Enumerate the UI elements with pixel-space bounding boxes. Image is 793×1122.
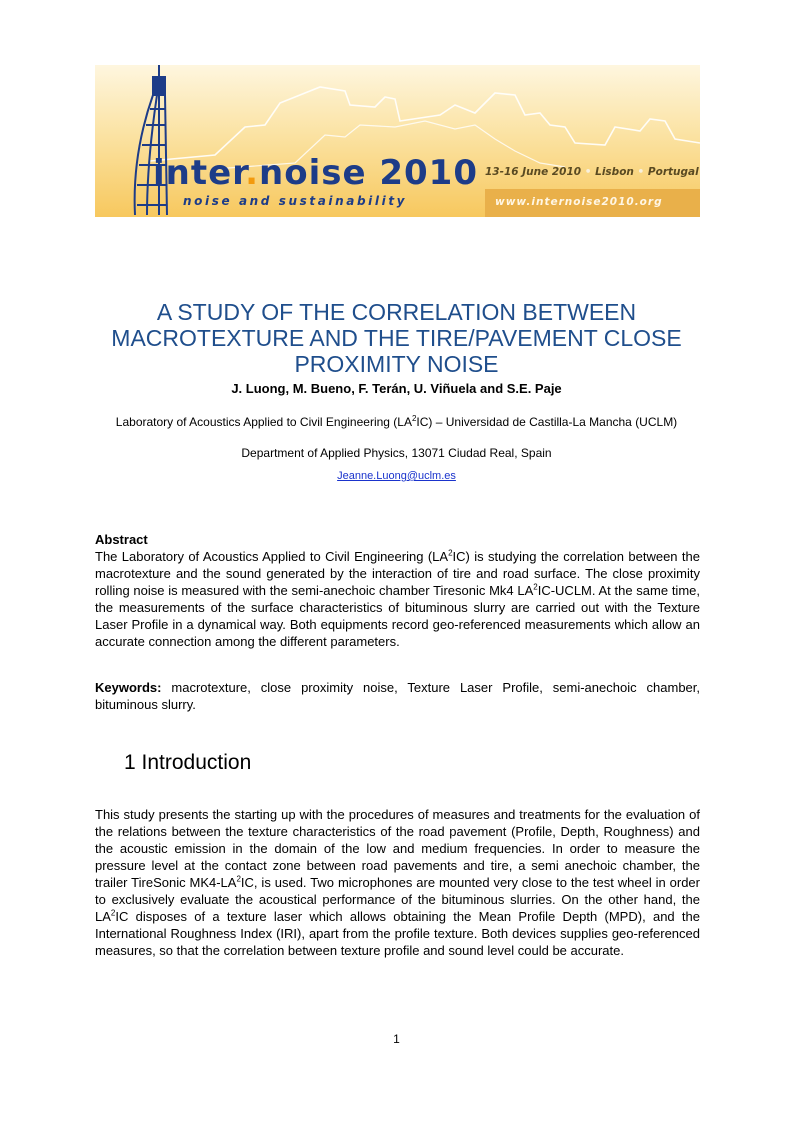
abstract-text-c: IC-UCLM. At the same time, the measurements of the surface characteristics of bituminous slurry are carried out with the Texture Laser Profile in a dynamical way. Both equipments record geo-referenced measurements which allow an accurate connection among the different parameters. <box>95 583 700 649</box>
email-link[interactable]: Jeanne.Luong@uclm.es <box>337 470 456 482</box>
date-range: 13-16 June 2010 <box>485 166 582 178</box>
page-number: 1 <box>393 1032 400 1046</box>
affiliation <box>100 415 693 430</box>
superscript: 2 <box>411 414 417 423</box>
author-list: J. Luong, M. Bueno, F. Terán, U. Viñuela and S.E. Paje <box>231 381 562 396</box>
conference-website: www.internoise2010.org <box>495 196 663 208</box>
abstract-heading: Abstract <box>95 532 148 547</box>
brand-part-noise: noise 2010 <box>259 153 478 193</box>
intro-text-c: IC disposes of a texture laser which allows obtaining the Mean Profile Depth (MPD), and the International Roughness Index (IRI), apart from the profile texture. Both devices supplies geo-referenced measures, so that the correlation between texture profile and sound level could be accurate. <box>95 909 700 958</box>
brand-part-inter: inter <box>153 153 246 193</box>
intro-text-b: IC, is used. Two microphones are mounted very close to the test wheel in order to exclusively evaluate the acoustical performance of the bituminous slurries. On the other hand, the LA <box>95 875 700 924</box>
keywords-label: Keywords: <box>95 680 162 695</box>
tagline: noise and sustainability <box>183 194 408 208</box>
separator-dot: • <box>637 166 645 178</box>
brand-logo <box>153 153 478 193</box>
superscript: 2 <box>236 874 241 884</box>
abstract-text-b: IC) is studying the correlation between the macrotexture and the sound generated by the interaction of tire and road surface. The close proximity rolling noise is measured with the semi-anechoic chamber Tiresonic Mk4 LA <box>95 549 700 598</box>
abstract-text <box>95 548 700 650</box>
section-heading-introduction: 1 Introduction <box>124 751 252 774</box>
conference-banner <box>95 65 700 217</box>
superscript: 2 <box>110 908 116 918</box>
country: Portugal <box>647 166 699 178</box>
superscript: 2 <box>448 548 453 558</box>
conference-dates <box>485 166 699 178</box>
keywords <box>95 679 700 713</box>
affiliation-text-a: Laboratory of Acoustics Applied to Civil Engineering (LA <box>115 415 412 429</box>
department: Department of Applied Physics, 13071 Ciudad Real, Spain <box>241 446 552 460</box>
keywords-text: macrotexture, close proximity noise, Texture Laser Profile, semi-anechoic chamber, bituminous slurry. <box>95 680 700 712</box>
affiliation-text-b: IC) – Universidad de Castilla-La Mancha (UCLM) <box>416 415 678 429</box>
abstract-text-a: The Laboratory of Acoustics Applied to Civil Engineering (LA <box>95 549 449 564</box>
skyline-outline <box>150 87 700 161</box>
paper-title: A STUDY OF THE CORRELATION BETWEEN MACROTEXTURE AND THE TIRE/PAVEMENT CLOSE PROXIMITY NOISE <box>111 299 682 377</box>
introduction-text <box>95 806 700 959</box>
superscript: 2 <box>533 582 538 592</box>
city: Lisbon <box>595 166 634 178</box>
intro-text-a: This study presents the starting up with the procedures of measures and treatments for the evaluation of the relations between the texture characteristics of the road pavement (Profile, Depth, Roughness) and the acoustic emission in the domain of the low and medium frequencies. In order to measure the pressure level at the contact zone between road pavements and tire, a semi anechoic chamber, the trailer TireSonic MK4-LA <box>95 807 700 890</box>
brand-dot: . <box>245 153 260 193</box>
separator-dot: • <box>584 166 592 178</box>
contact-email <box>100 470 693 482</box>
